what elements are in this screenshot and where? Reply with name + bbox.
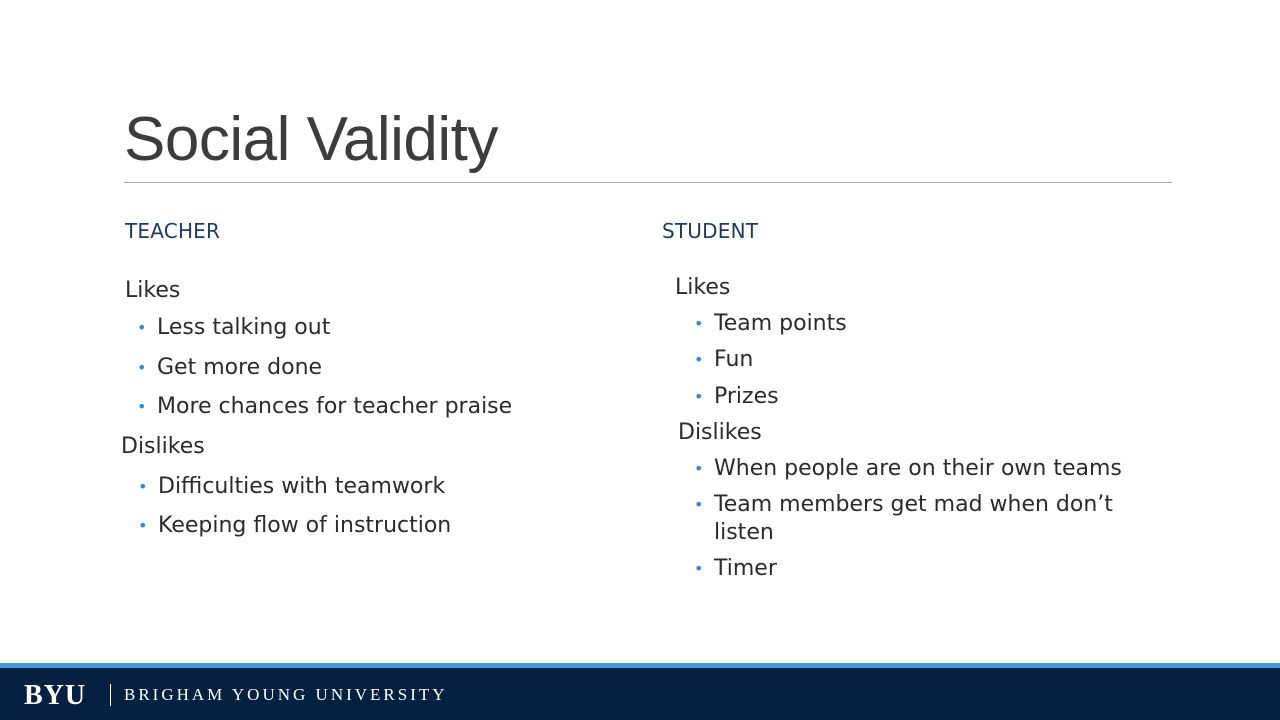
list-item [137,393,617,421]
byu-logo: BYU [24,680,87,711]
institution-name: BRIGHAM YOUNG UNIVERSITY [124,685,448,704]
list-item-text: Less talking out [157,315,331,340]
list-item [694,310,1174,338]
bullet-icon: • [694,314,704,333]
slide-title: Social Validity [124,105,498,174]
list-item [137,314,597,342]
list-item [694,383,1174,411]
list-item [138,473,598,501]
list-item [137,354,597,382]
list-item [694,491,1164,547]
list-item-text: When people are on their own teams [714,456,1122,481]
list-item [694,555,1174,583]
student-likes-label: Likes [675,275,731,300]
bullet-icon: • [137,358,147,377]
list-item-text: Team points [714,311,847,336]
bullet-icon: • [137,318,147,337]
title-divider [124,182,1172,183]
list-item-text: Fun [714,347,754,372]
bullet-icon: • [694,387,704,406]
teacher-column-heading: TEACHER [125,219,221,243]
footer-separator [110,684,111,706]
teacher-likes-label: Likes [125,278,181,303]
list-item-text: Prizes [714,384,779,409]
list-item-text: Keeping flow of instruction [158,513,452,538]
bullet-icon: • [694,459,704,478]
bullet-icon: • [138,516,148,535]
student-dislikes-label: Dislikes [678,420,762,445]
bullet-icon: • [694,350,704,369]
list-item [138,512,598,540]
list-item-text: More chances for teacher praise [157,394,513,419]
list-item-text: Get more done [157,355,323,380]
list-item [694,455,1174,483]
bullet-icon: • [694,495,704,514]
bullet-icon: • [694,559,704,578]
list-item [694,346,1174,374]
teacher-dislikes-label: Dislikes [121,434,205,459]
student-column-heading: STUDENT [662,219,759,243]
list-item-text: Difficulties with teamwork [158,474,446,499]
list-item-text: Team members get mad when don’t listen [714,492,1113,545]
list-item-text: Timer [714,556,777,581]
bullet-icon: • [137,397,147,416]
bullet-icon: • [138,477,148,496]
